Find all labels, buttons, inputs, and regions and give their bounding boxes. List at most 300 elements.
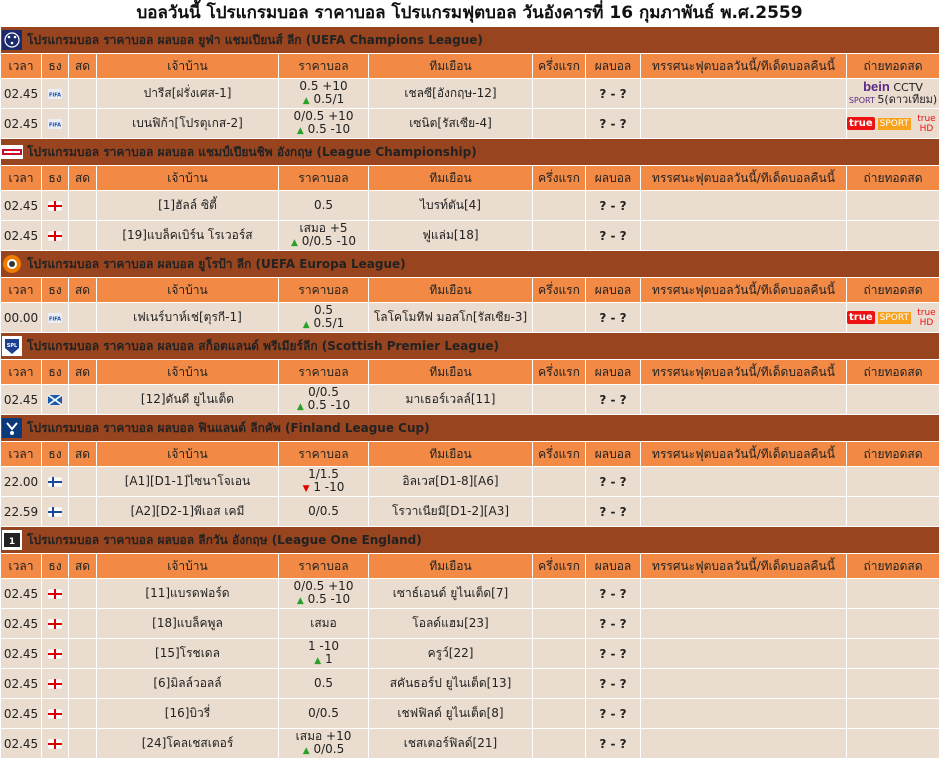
- finland-flag-icon: [48, 477, 62, 487]
- tips-cell[interactable]: [641, 79, 847, 109]
- tv-cell: [847, 729, 939, 759]
- tv-cell: [847, 191, 939, 221]
- header-tv: ถ่ายทอดสด: [847, 54, 939, 79]
- live-cell[interactable]: [69, 497, 97, 527]
- header-home: เจ้าบ้าน: [97, 278, 279, 303]
- down-arrow-icon: ▼: [302, 483, 310, 494]
- england-flag-icon: [48, 231, 62, 241]
- odds-line-1: 0/0.5: [308, 504, 339, 518]
- true-sport-logo-icon[interactable]: true SPORT true HD: [849, 113, 936, 134]
- half-time-cell: [533, 109, 586, 139]
- header-flag: ธง: [42, 278, 69, 303]
- match-result[interactable]: ? - ?: [586, 639, 641, 669]
- up-arrow-icon: ▲: [291, 237, 298, 248]
- header-half: ครึ่งแรก: [533, 54, 586, 79]
- up-arrow-icon: ▲: [296, 401, 304, 412]
- odds-line-2: ▼ 1 -10: [302, 479, 345, 494]
- match-flag: [42, 497, 69, 527]
- header-tips: ทรรศนะฟุตบอลวันนี้/ทีเด็ดบอลคืนนี้: [641, 442, 847, 467]
- header-time: เวลา: [1, 554, 42, 579]
- match-flag: [42, 191, 69, 221]
- header-away: ทีมเยือน: [369, 360, 533, 385]
- match-time: 02.45: [1, 579, 42, 609]
- home-team[interactable]: [1]ฮัลล์ ซิตี้: [97, 191, 279, 221]
- up-arrow-icon: ▲: [302, 745, 310, 756]
- tips-cell[interactable]: [641, 191, 847, 221]
- odds-line-1: เสมอ +10: [295, 728, 352, 743]
- fifa-icon: [48, 313, 62, 323]
- match-flag: [42, 669, 69, 699]
- match-time: 02.45: [1, 191, 42, 221]
- league-header-row: [1, 333, 939, 360]
- league-name[interactable]: โปรแกรมบอล ราคาบอล ผลบอล แชมป์เปียนชิพ อังกฤษ (League Championship): [27, 144, 477, 159]
- up-arrow-icon: ▲: [302, 95, 310, 106]
- odds-cell: [279, 639, 369, 669]
- home-team[interactable]: เฟเนร์บาห์เช่[ตุรกี-1]: [97, 303, 279, 333]
- match-time: 22.00: [1, 467, 42, 497]
- odds-line-1: 0.5: [313, 302, 334, 317]
- tv-cell: [847, 79, 939, 109]
- match-flag: [42, 385, 69, 415]
- odds-line-2: ▲ 0.5/1: [302, 315, 345, 330]
- away-team[interactable]: มาเธอร์เวลล์[11]: [369, 385, 533, 415]
- header-tv: ถ่ายทอดสด: [847, 278, 939, 303]
- odds-line-1: 0.5: [313, 198, 334, 212]
- live-cell[interactable]: [69, 609, 97, 639]
- half-time-cell: [533, 221, 586, 251]
- svg-text:FIFA: FIFA: [49, 122, 61, 129]
- half-time-cell: [533, 729, 586, 759]
- match-result[interactable]: ? - ?: [586, 579, 641, 609]
- home-team[interactable]: [12]ดันดี ยูไนเต็ด: [97, 385, 279, 415]
- match-result[interactable]: ? - ?: [586, 497, 641, 527]
- match-row: [1, 579, 939, 609]
- match-flag: [42, 221, 69, 251]
- league-header-row: [1, 139, 939, 166]
- league-name[interactable]: โปรแกรมบอล ราคาบอล ผลบอล ลีกวัน อังกฤษ (League One England): [27, 532, 422, 547]
- league-header: [1, 251, 939, 278]
- away-team[interactable]: เซาธ์เอนด์ ยูไนเต็ด[7]: [369, 579, 533, 609]
- tips-cell[interactable]: [641, 639, 847, 669]
- half-time-cell: [533, 579, 586, 609]
- header-result: ผลบอล: [586, 278, 641, 303]
- header-live: สด: [69, 554, 97, 579]
- away-team[interactable]: ฟูแล่ม[18]: [369, 221, 533, 251]
- match-row: [1, 467, 939, 497]
- header-live: สด: [69, 442, 97, 467]
- away-team[interactable]: เชลซี[อังกฤษ-12]: [369, 79, 533, 109]
- match-time: 02.45: [1, 669, 42, 699]
- odds-line-2: ▲ 0.5/1: [302, 91, 345, 106]
- odds-cell: [279, 669, 369, 699]
- tips-cell[interactable]: [641, 303, 847, 333]
- header-time: เวลา: [1, 278, 42, 303]
- column-header-row: [1, 54, 939, 79]
- header-odds: ราคาบอล: [279, 166, 369, 191]
- odds-cell: [279, 579, 369, 609]
- column-header-row: [1, 360, 939, 385]
- odds-line-1: 0.5 +10: [299, 78, 348, 93]
- column-header-row: [1, 554, 939, 579]
- match-flag: [42, 467, 69, 497]
- live-cell[interactable]: [69, 639, 97, 669]
- live-cell[interactable]: [69, 467, 97, 497]
- header-away: ทีมเยือน: [369, 554, 533, 579]
- odds-line-2: ▲ 0.5 -10: [296, 397, 351, 412]
- match-result[interactable]: ? - ?: [586, 467, 641, 497]
- live-cell[interactable]: [69, 729, 97, 759]
- england-flag-icon: [48, 709, 62, 719]
- odds-line-1: 1 -10: [307, 638, 340, 653]
- header-live: สด: [69, 166, 97, 191]
- column-header-row: [1, 166, 939, 191]
- header-tips: ทรรศนะฟุตบอลวันนี้/ทีเด็ดบอลคืนนี้: [641, 166, 847, 191]
- match-result[interactable]: ? - ?: [586, 221, 641, 251]
- match-flag: [42, 699, 69, 729]
- header-home: เจ้าบ้าน: [97, 54, 279, 79]
- tv-cell: [847, 609, 939, 639]
- tips-cell[interactable]: [641, 497, 847, 527]
- header-tv: ถ่ายทอดสด: [847, 166, 939, 191]
- tips-cell[interactable]: [641, 729, 847, 759]
- away-team[interactable]: เชฟฟิลด์ ยูไนเต็ด[8]: [369, 699, 533, 729]
- up-arrow-icon: ▲: [314, 655, 322, 666]
- home-team[interactable]: [19]แบล็คเบิร์น โรเวอร์ส: [97, 221, 279, 251]
- league-header-row: [1, 527, 939, 554]
- league-header-row: [1, 415, 939, 442]
- live-cell[interactable]: [69, 303, 97, 333]
- england-flag-icon: [48, 739, 62, 749]
- header-result: ผลบอล: [586, 554, 641, 579]
- tips-cell[interactable]: [641, 579, 847, 609]
- match-time: 02.45: [1, 699, 42, 729]
- header-result: ผลบอล: [586, 360, 641, 385]
- odds-line-1: 0/0.5: [308, 706, 339, 720]
- header-tv: ถ่ายทอดสด: [847, 442, 939, 467]
- page-title: บอลวันนี้ โปรแกรมบอล ราคาบอล โปรแกรมฟุตบอล วันอังคารที่ 16 กุมภาพันธ์ พ.ศ.2559: [136, 3, 803, 23]
- odds-cell: [279, 385, 369, 415]
- header-odds: ราคาบอล: [279, 554, 369, 579]
- up-arrow-icon: ▲: [296, 595, 304, 606]
- match-result[interactable]: ? - ?: [586, 609, 641, 639]
- match-result[interactable]: ? - ?: [586, 303, 641, 333]
- match-time: 02.45: [1, 729, 42, 759]
- league-header: [1, 415, 939, 442]
- header-odds: ราคาบอล: [279, 54, 369, 79]
- header-tips: ทรรศนะฟุตบอลวันนี้/ทีเด็ดบอลคืนนี้: [641, 278, 847, 303]
- odds-cell: [279, 467, 369, 497]
- england-flag-icon: [48, 619, 62, 629]
- odds-line-1: 0/0.5 +10: [293, 108, 354, 123]
- scotland-flag-icon: [48, 395, 62, 405]
- tips-cell[interactable]: [641, 385, 847, 415]
- odds-cell: [279, 79, 369, 109]
- header-time: เวลา: [1, 166, 42, 191]
- match-result[interactable]: ? - ?: [586, 729, 641, 759]
- match-time: 02.45: [1, 221, 42, 251]
- tv-cell: [847, 579, 939, 609]
- home-team[interactable]: [A1][D1-1]ไซนาโจเอน: [97, 467, 279, 497]
- odds-line-2: ▲ 0/0.5 -10: [291, 233, 356, 248]
- home-team[interactable]: เบนฟิก้า[โปรตุเกส-2]: [97, 109, 279, 139]
- tips-cell[interactable]: [641, 221, 847, 251]
- tv-cell: [847, 303, 939, 333]
- header-half: ครึ่งแรก: [533, 442, 586, 467]
- tips-cell[interactable]: [641, 467, 847, 497]
- match-result[interactable]: ? - ?: [586, 699, 641, 729]
- header-time: เวลา: [1, 54, 42, 79]
- match-row: [1, 385, 939, 415]
- header-odds: ราคาบอล: [279, 278, 369, 303]
- league-header-row: [1, 27, 939, 54]
- up-arrow-icon: ▲: [296, 125, 304, 136]
- match-row: [1, 699, 939, 729]
- header-flag: ธง: [42, 54, 69, 79]
- league-header: [1, 527, 939, 554]
- odds-cell: [279, 221, 369, 251]
- header-home: เจ้าบ้าน: [97, 166, 279, 191]
- away-team[interactable]: โลโคโมทีฟ มอสโก[รัสเซีย-3]: [369, 303, 533, 333]
- live-cell[interactable]: [69, 579, 97, 609]
- header-flag: ธง: [42, 360, 69, 385]
- away-team[interactable]: เซนิต[รัสเซีย-4]: [369, 109, 533, 139]
- header-time: เวลา: [1, 360, 42, 385]
- away-team[interactable]: เชสเตอร์ฟิลด์[21]: [369, 729, 533, 759]
- half-time-cell: [533, 303, 586, 333]
- match-flag: [42, 303, 69, 333]
- fifa-icon: [48, 89, 62, 99]
- header-tv: ถ่ายทอดสด: [847, 554, 939, 579]
- header-flag: ธง: [42, 442, 69, 467]
- header-home: เจ้าบ้าน: [97, 360, 279, 385]
- home-team[interactable]: [18]แบล็คพูล: [97, 609, 279, 639]
- match-flag: [42, 579, 69, 609]
- column-header-row: [1, 442, 939, 467]
- header-half: ครึ่งแรก: [533, 554, 586, 579]
- svg-text:SPL: SPL: [6, 343, 18, 349]
- tips-cell[interactable]: [641, 609, 847, 639]
- match-time: 00.00: [1, 303, 42, 333]
- home-team[interactable]: [6]มิลล์วอลล์: [97, 669, 279, 699]
- league-header: [1, 139, 939, 166]
- away-team[interactable]: โอลด์แฮม[23]: [369, 609, 533, 639]
- header-tips: ทรรศนะฟุตบอลวันนี้/ทีเด็ดบอลคืนนี้: [641, 554, 847, 579]
- half-time-cell: [533, 385, 586, 415]
- match-time: 02.45: [1, 639, 42, 669]
- league-one-logo-icon: [1, 530, 23, 550]
- odds-line-1: 0/0.5: [308, 384, 339, 399]
- odds-cell: [279, 729, 369, 759]
- match-flag: [42, 109, 69, 139]
- live-cell[interactable]: [69, 669, 97, 699]
- away-team[interactable]: ครูว์[22]: [369, 639, 533, 669]
- europa-logo-icon: [1, 254, 23, 274]
- svg-text:FIFA: FIFA: [49, 92, 61, 99]
- odds-line-1: 0.5: [313, 676, 334, 690]
- header-live: สด: [69, 360, 97, 385]
- live-cell[interactable]: [69, 191, 97, 221]
- league-header: [1, 27, 939, 54]
- tv-cell: [847, 109, 939, 139]
- column-header-row: [1, 278, 939, 303]
- header-flag: ธง: [42, 554, 69, 579]
- header-flag: ธง: [42, 166, 69, 191]
- odds-line-1: 1/1.5: [308, 466, 339, 481]
- tv-cell: [847, 385, 939, 415]
- match-row: [1, 609, 939, 639]
- header-odds: ราคาบอล: [279, 360, 369, 385]
- match-row: [1, 79, 939, 109]
- odds-cell: [279, 109, 369, 139]
- header-home: เจ้าบ้าน: [97, 554, 279, 579]
- match-time: 02.45: [1, 385, 42, 415]
- match-time: 02.45: [1, 79, 42, 109]
- half-time-cell: [533, 699, 586, 729]
- match-row: [1, 497, 939, 527]
- away-team[interactable]: ไบรท์ตัน[4]: [369, 191, 533, 221]
- fixtures-table: [0, 26, 939, 759]
- match-time: 22.59: [1, 497, 42, 527]
- header-half: ครึ่งแรก: [533, 278, 586, 303]
- tips-cell[interactable]: [641, 669, 847, 699]
- home-team[interactable]: [A2][D2-1]พีเอส เคมี: [97, 497, 279, 527]
- live-cell[interactable]: [69, 79, 97, 109]
- home-team[interactable]: [11]แบรดฟอร์ด: [97, 579, 279, 609]
- league-header-row: [1, 251, 939, 278]
- spl-logo-icon: [1, 336, 23, 356]
- odds-line-2: ▲ 0.5 -10: [296, 121, 351, 136]
- match-row: [1, 191, 939, 221]
- half-time-cell: [533, 79, 586, 109]
- match-row: [1, 729, 939, 759]
- header-half: ครึ่งแรก: [533, 360, 586, 385]
- england-flag-icon: [48, 589, 62, 599]
- odds-cell: [279, 609, 369, 639]
- odds-cell: [279, 303, 369, 333]
- header-away: ทีมเยือน: [369, 166, 533, 191]
- half-time-cell: [533, 191, 586, 221]
- england-flag-icon: [48, 649, 62, 659]
- tips-cell[interactable]: [641, 699, 847, 729]
- finland-flag-icon: [48, 507, 62, 517]
- header-live: สด: [69, 278, 97, 303]
- match-flag: [42, 729, 69, 759]
- fifa-icon: [48, 119, 62, 129]
- half-time-cell: [533, 497, 586, 527]
- away-team[interactable]: สคันธอร์ป ยูไนเต็ด[13]: [369, 669, 533, 699]
- home-team[interactable]: [16]บิวรี่: [97, 699, 279, 729]
- tv-cell: [847, 497, 939, 527]
- live-cell[interactable]: [69, 385, 97, 415]
- up-arrow-icon: ▲: [302, 319, 310, 330]
- match-flag: [42, 609, 69, 639]
- match-result[interactable]: ? - ?: [586, 191, 641, 221]
- league-name[interactable]: โปรแกรมบอล ราคาบอล ผลบอล ยูฟ่า แชมเปียนส์ ลีก (UEFA Champions League): [27, 32, 483, 47]
- ucl-logo-icon: [1, 30, 23, 50]
- odds-cell: [279, 699, 369, 729]
- home-team[interactable]: [15]โรชเดล: [97, 639, 279, 669]
- tv-cell: [847, 221, 939, 251]
- true-sport-logo-icon[interactable]: true SPORT true HD: [849, 307, 936, 328]
- championship-logo-icon: [1, 142, 23, 162]
- home-team[interactable]: [24]โคลเชสเตอร์: [97, 729, 279, 759]
- finland-cup-logo-icon: [1, 418, 23, 438]
- odds-cell: [279, 497, 369, 527]
- svg-text:1: 1: [8, 537, 16, 547]
- header-live: สด: [69, 54, 97, 79]
- match-result[interactable]: ? - ?: [586, 669, 641, 699]
- header-time: เวลา: [1, 442, 42, 467]
- odds-line-1: เสมอ +5: [299, 220, 348, 235]
- header-result: ผลบอล: [586, 442, 641, 467]
- league-header: [1, 333, 939, 360]
- header-odds: ราคาบอล: [279, 442, 369, 467]
- match-result[interactable]: ? - ?: [586, 385, 641, 415]
- live-cell[interactable]: [69, 699, 97, 729]
- header-tips: ทรรศนะฟุตบอลวันนี้/ทีเด็ดบอลคืนนี้: [641, 360, 847, 385]
- bein-sport-logo-icon[interactable]: bein CCTV SPORT 5(ดาวเทียม): [848, 79, 938, 106]
- match-row: [1, 109, 939, 139]
- match-result[interactable]: ? - ?: [586, 79, 641, 109]
- header-home: เจ้าบ้าน: [97, 442, 279, 467]
- match-row: [1, 669, 939, 699]
- half-time-cell: [533, 639, 586, 669]
- league-name[interactable]: โปรแกรมบอล ราคาบอล ผลบอล สก็อตแลนด์ พรีเมียร์ลีก (Scottish Premier League): [27, 338, 500, 353]
- odds-line-2: ▲ 0.5 -10: [296, 591, 351, 606]
- england-flag-icon: [48, 201, 62, 211]
- match-row: [1, 303, 939, 333]
- live-cell[interactable]: [69, 109, 97, 139]
- home-team[interactable]: ปารีส[ฝรั่งเศส-1]: [97, 79, 279, 109]
- tips-cell[interactable]: [641, 109, 847, 139]
- header-away: ทีมเยือน: [369, 54, 533, 79]
- tv-cell: [847, 669, 939, 699]
- header-result: ผลบอล: [586, 54, 641, 79]
- away-team[interactable]: โรวาเนียมี[D1-2][A3]: [369, 497, 533, 527]
- half-time-cell: [533, 609, 586, 639]
- header-tips: ทรรศนะฟุตบอลวันนี้/ทีเด็ดบอลคืนนี้: [641, 54, 847, 79]
- match-row: [1, 639, 939, 669]
- header-away: ทีมเยือน: [369, 442, 533, 467]
- odds-line-1: เสมอ: [310, 616, 337, 630]
- odds-cell: [279, 191, 369, 221]
- header-half: ครึ่งแรก: [533, 166, 586, 191]
- tv-cell: [847, 699, 939, 729]
- odds-line-2: ▲ 0/0.5: [302, 741, 345, 756]
- league-name[interactable]: โปรแกรมบอล ราคาบอล ผลบอล ยูโรป้า ลีก (UEFA Europa League): [27, 256, 406, 271]
- match-row: [1, 221, 939, 251]
- away-team[interactable]: อิลเวส[D1-8][A6]: [369, 467, 533, 497]
- league-name[interactable]: โปรแกรมบอล ราคาบอล ผลบอล ฟินแลนด์ ลีกคัพ (Finland League Cup): [27, 420, 430, 435]
- tv-cell: [847, 639, 939, 669]
- odds-line-2: ▲ 1: [314, 651, 333, 666]
- half-time-cell: [533, 467, 586, 497]
- match-flag: [42, 79, 69, 109]
- odds-line-1: 0/0.5 +10: [293, 578, 354, 593]
- match-result[interactable]: ? - ?: [586, 109, 641, 139]
- half-time-cell: [533, 669, 586, 699]
- header-away: ทีมเยือน: [369, 278, 533, 303]
- header-tv: ถ่ายทอดสด: [847, 360, 939, 385]
- match-flag: [42, 639, 69, 669]
- england-flag-icon: [48, 679, 62, 689]
- match-time: 02.45: [1, 609, 42, 639]
- tv-cell: [847, 467, 939, 497]
- svg-text:FIFA: FIFA: [49, 316, 61, 323]
- header-result: ผลบอล: [586, 166, 641, 191]
- match-time: 02.45: [1, 109, 42, 139]
- live-cell[interactable]: [69, 221, 97, 251]
